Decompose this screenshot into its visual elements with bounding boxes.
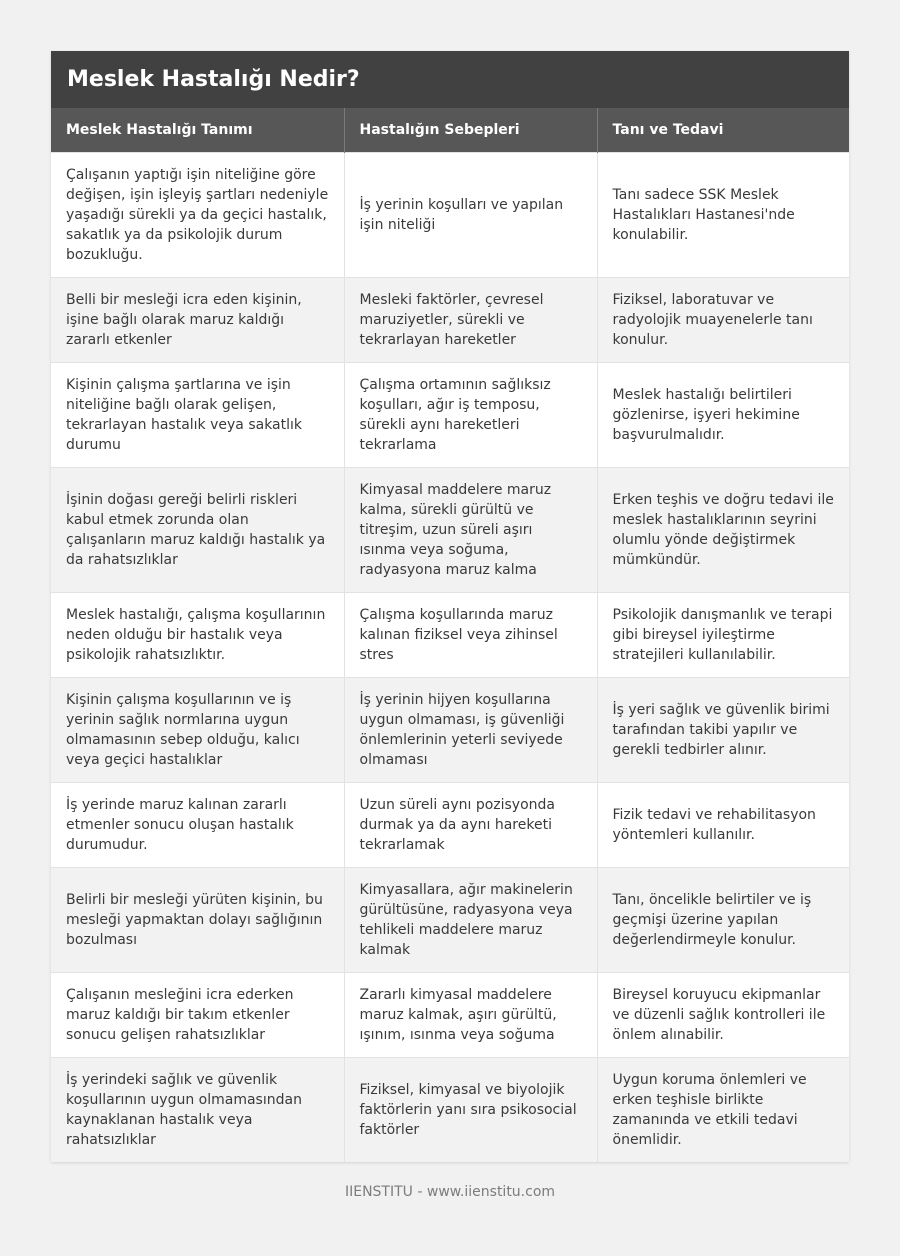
definition-cell: Çalışanın yaptığı işin niteliğine göre değişen, işin işleyiş şartları nedeniyle yaşadığı sürekli ya da geçici hastalık, sakatlık ya da psikolojik durum bozukluğu. xyxy=(51,152,344,277)
data-table xyxy=(51,108,849,1162)
diagnosis-cell: Uygun koruma önlemleri ve erken teşhisle birlikte zamanında ve etkili tedavi önemlidir. xyxy=(597,1057,849,1162)
definition-cell: İş yerindeki sağlık ve güvenlik koşullarının uygun olmamasından kaynaklanan hastalık veya rahatsızlıklar xyxy=(51,1057,344,1162)
causes-cell: Mesleki faktörler, çevresel maruziyetler, sürekli ve tekrarlayan hareketler xyxy=(344,277,597,362)
causes-cell: Fiziksel, kimyasal ve biyolojik faktörlerin yanı sıra psikosocial faktörler xyxy=(344,1057,597,1162)
table-row xyxy=(51,867,849,972)
column-header-definition: Meslek Hastalığı Tanımı xyxy=(51,108,344,152)
causes-cell: Kimyasal maddelere maruz kalma, sürekli gürültü ve titreşim, uzun süreli aşırı ısınma veya soğuma, radyasyona maruz kalma xyxy=(344,467,597,592)
diagnosis-cell: Psikolojik danışmanlık ve terapi gibi bireysel iyileştirme stratejileri kullanılabilir. xyxy=(597,592,849,677)
definition-cell: Çalışanın mesleğini icra ederken maruz kaldığı bir takım etkenler sonucu gelişen rahatsızlıklar xyxy=(51,972,344,1057)
diagnosis-cell: Tanı, öncelikle belirtiler ve iş geçmişi üzerine yapılan değerlendirmeyle konulur. xyxy=(597,867,849,972)
table-row xyxy=(51,1057,849,1162)
page-title: Meslek Hastalığı Nedir? xyxy=(67,67,360,92)
table-card xyxy=(51,51,849,1162)
definition-cell: Belirli bir mesleği yürüten kişinin, bu mesleği yapmaktan dolayı sağlığının bozulması xyxy=(51,867,344,972)
definition-cell: Meslek hastalığı, çalışma koşullarının neden olduğu bir hastalık veya psikolojik rahatsızlıktır. xyxy=(51,592,344,677)
diagnosis-cell: İş yeri sağlık ve güvenlik birimi tarafından takibi yapılır ve gerekli tedbirler alınır. xyxy=(597,677,849,782)
table-row xyxy=(51,592,849,677)
diagnosis-cell: Fizik tedavi ve rehabilitasyon yöntemleri kullanılır. xyxy=(597,782,849,867)
definition-cell: İş yerinde maruz kalınan zararlı etmenler sonucu oluşan hastalık durumudur. xyxy=(51,782,344,867)
title-bar xyxy=(51,51,849,108)
table-row xyxy=(51,972,849,1057)
causes-cell: Çalışma koşullarında maruz kalınan fiziksel veya zihinsel stres xyxy=(344,592,597,677)
definition-cell: Belli bir mesleği icra eden kişinin, işine bağlı olarak maruz kaldığı zararlı etkenler xyxy=(51,277,344,362)
footer-credit: IIENSTITU - www.iienstitu.com xyxy=(344,1184,556,1200)
table-row xyxy=(51,362,849,467)
definition-cell: İşinin doğası gereği belirli riskleri kabul etmek zorunda olan çalışanların maruz kaldığı hastalık ya da rahatsızlıklar xyxy=(51,467,344,592)
diagnosis-cell: Meslek hastalığı belirtileri gözlenirse, işyeri hekimine başvurulmalıdır. xyxy=(597,362,849,467)
column-header-diagnosis: Tanı ve Tedavi xyxy=(597,108,849,152)
definition-cell: Kişinin çalışma şartlarına ve işin niteliğine bağlı olarak gelişen, tekrarlayan hastalık veya sakatlık durumu xyxy=(51,362,344,467)
causes-cell: Kimyasallara, ağır makinelerin gürültüsüne, radyasyona veya tehlikeli maddelere maruz kalmak xyxy=(344,867,597,972)
table-row xyxy=(51,152,849,277)
diagnosis-cell: Tanı sadece SSK Meslek Hastalıkları Hastanesi'nde konulabilir. xyxy=(597,152,849,277)
causes-cell: Çalışma ortamının sağlıksız koşulları, ağır iş temposu, sürekli aynı hareketleri tekrarlama xyxy=(344,362,597,467)
definition-cell: Kişinin çalışma koşullarının ve iş yerinin sağlık normlarına uygun olmamasının sebep olduğu, kalıcı veya geçici hastalıklar xyxy=(51,677,344,782)
column-header-causes: Hastalığın Sebepleri xyxy=(344,108,597,152)
table-row xyxy=(51,467,849,592)
causes-cell: İş yerinin koşulları ve yapılan işin niteliği xyxy=(344,152,597,277)
table-row xyxy=(51,782,849,867)
diagnosis-cell: Fiziksel, laboratuvar ve radyolojik muayenelerle tanı konulur. xyxy=(597,277,849,362)
header-row xyxy=(51,108,849,152)
diagnosis-cell: Erken teşhis ve doğru tedavi ile meslek hastalıklarının seyrini olumlu yönde değiştirmek mümkündür. xyxy=(597,467,849,592)
causes-cell: Uzun süreli aynı pozisyonda durmak ya da aynı hareketi tekrarlamak xyxy=(344,782,597,867)
causes-cell: İş yerinin hijyen koşullarına uygun olmaması, iş güvenliği önlemlerinin yeterli seviyede olmaması xyxy=(344,677,597,782)
diagnosis-cell: Bireysel koruyucu ekipmanlar ve düzenli sağlık kontrolleri ile önlem alınabilir. xyxy=(597,972,849,1057)
table-row xyxy=(51,277,849,362)
causes-cell: Zararlı kimyasal maddelere maruz kalmak, aşırı gürültü, ışınım, ısınma veya soğuma xyxy=(344,972,597,1057)
table-row xyxy=(51,677,849,782)
